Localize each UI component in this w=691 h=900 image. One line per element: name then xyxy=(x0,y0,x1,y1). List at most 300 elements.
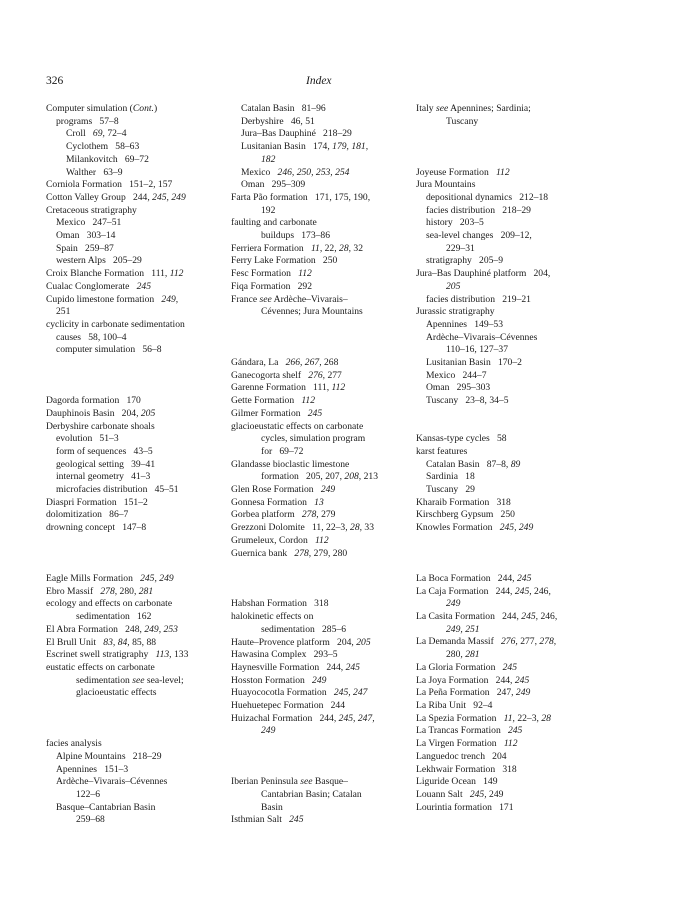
index-entry xyxy=(416,103,614,116)
index-entry xyxy=(46,408,231,421)
entry-text-italic: 281 xyxy=(138,585,154,597)
entry-text: sedimentation 162 xyxy=(76,611,152,623)
entry-text: Haynesville Formation 244, xyxy=(231,661,346,673)
entry-text: Apennines 149–53 xyxy=(426,318,504,330)
index-subentry xyxy=(416,217,614,230)
entry-text: faulting and carbonate xyxy=(231,217,317,229)
index-entry xyxy=(46,738,231,751)
index-entry xyxy=(416,179,614,192)
entry-text-italic: 11, xyxy=(310,242,323,254)
index-entry xyxy=(416,687,614,700)
index-entry xyxy=(416,497,614,510)
entry-text: Glandasse bioclastic limestone xyxy=(231,458,350,470)
index-entry xyxy=(231,776,415,789)
entry-text: Mexico xyxy=(241,166,278,178)
entry-text: Farta Pão formation 171, 175, 190, xyxy=(231,191,371,203)
entry-text: Grumeleux, Cordon xyxy=(231,534,315,546)
entry-text: 22, xyxy=(322,242,340,254)
entry-text: drowning concept 147–8 xyxy=(46,522,147,534)
index-subentry xyxy=(231,128,415,141)
entry-text: Languedoc trench 204 xyxy=(416,750,507,762)
entry-text: computer simulation 56–8 xyxy=(56,344,162,356)
index-entry xyxy=(416,700,614,713)
entry-text-italic: Cont. xyxy=(132,103,154,114)
entry-text: karst features xyxy=(416,445,468,457)
index-entry xyxy=(416,802,614,815)
index-entry xyxy=(231,370,415,383)
index-subentry xyxy=(46,306,231,319)
index-subentry xyxy=(46,802,231,815)
index-entry xyxy=(231,484,415,497)
entry-text-italic: 28, xyxy=(339,242,352,254)
entry-text-italic: see xyxy=(435,103,449,114)
entry-text-italic: 69, xyxy=(92,128,105,140)
index-entry xyxy=(46,586,231,599)
entry-text-italic: 205 xyxy=(140,407,156,419)
entry-text: western Alps 205–29 xyxy=(56,255,142,267)
index-entry xyxy=(46,662,231,675)
entry-text: 33 xyxy=(362,522,375,534)
index-subentry xyxy=(46,217,231,230)
index-entry xyxy=(231,281,415,294)
entry-text: internal geometry 41–3 xyxy=(56,471,151,483)
index-entry xyxy=(416,675,614,688)
index-entry xyxy=(416,433,614,446)
index-subentry xyxy=(46,776,231,789)
entry-text-italic: 112 xyxy=(301,395,316,407)
entry-text-italic: 245, 249 xyxy=(152,191,186,203)
entry-text: France xyxy=(231,293,260,305)
index-subentry xyxy=(46,230,231,243)
entry-text: Gándara, La xyxy=(231,357,286,369)
entry-text: Croll xyxy=(66,128,93,140)
index-subentry xyxy=(46,764,231,777)
entry-text: Jurassic stratigraphy xyxy=(416,306,495,318)
index-subentry xyxy=(231,103,415,116)
entry-text: 277 xyxy=(325,369,342,381)
index-subentry xyxy=(231,141,415,154)
entry-text-italic: 278, xyxy=(539,636,557,648)
entry-text: buildups 173–86 xyxy=(261,230,331,242)
entry-text: 280, xyxy=(117,585,139,597)
entry-text: Milankovitch 69–72 xyxy=(66,153,149,165)
entry-text: Cualac Conglomerate xyxy=(46,280,137,292)
entry-text-italic: 13 xyxy=(314,496,324,508)
index-entry xyxy=(416,636,614,649)
index-subentry xyxy=(46,459,231,472)
entry-text: El Brull Unit xyxy=(46,636,104,648)
entry-text: La Virgen Formation xyxy=(416,738,504,750)
index-entry xyxy=(46,421,231,434)
entry-text: Gette Formation xyxy=(231,395,302,407)
entry-text: La Peña Formation 247, xyxy=(416,687,516,699)
index-entry xyxy=(416,167,614,180)
entry-text: Jura Mountains xyxy=(416,179,476,191)
index-subentry xyxy=(46,433,231,446)
entry-text: 279, 280 xyxy=(311,547,348,559)
entry-text: history 203–5 xyxy=(426,217,484,229)
index-subentry xyxy=(46,751,231,764)
entry-text: La Boca Formation 244, xyxy=(416,572,517,584)
index-entry xyxy=(231,217,415,230)
index-subentry xyxy=(46,814,231,827)
entry-text: sea-level changes 209–12, xyxy=(426,230,532,242)
index-subentry xyxy=(416,484,614,497)
entry-text-italic: 276, xyxy=(308,369,326,381)
entry-text-italic: 112 xyxy=(169,268,184,280)
entry-spacer xyxy=(46,700,231,738)
entry-text: Derbyshire carbonate shoals xyxy=(46,420,155,432)
entry-text: Haute–Provence platform 204, xyxy=(231,636,357,648)
entry-text-italic: 245, 247, xyxy=(338,712,375,724)
index-entry xyxy=(416,789,614,802)
entry-text: microfacies distribution 45–51 xyxy=(56,484,179,496)
index-entry xyxy=(46,179,231,192)
entry-text: depositional dynamics 212–18 xyxy=(426,191,549,203)
index-subentry xyxy=(46,687,231,700)
entry-text: Fiqa Formation 292 xyxy=(231,280,313,292)
entry-text-italic: 83, 84, xyxy=(103,636,130,648)
index-entry xyxy=(231,598,415,611)
index-entry xyxy=(416,446,614,459)
index-entry xyxy=(231,509,415,522)
entry-text-italic: 113, xyxy=(155,649,172,661)
entry-text: 279 xyxy=(318,509,336,521)
entry-text: halokinetic effects on xyxy=(231,611,314,623)
index-entry xyxy=(231,535,415,548)
entry-text: Apennines; Sardinia; xyxy=(448,103,531,114)
entry-text-italic: 249, xyxy=(161,293,179,305)
entry-text: Mexico 244–7 xyxy=(426,369,487,381)
index-subentry xyxy=(46,611,231,624)
entry-text: Lekhwair Formation 318 xyxy=(416,763,517,775)
index-subentry xyxy=(46,154,231,167)
entry-text: cyclicity in carbonate sedimentation xyxy=(46,318,185,330)
index-subentry xyxy=(231,433,415,446)
index-subentry xyxy=(231,154,415,167)
index-column-2 xyxy=(231,103,415,827)
entry-text: Iberian Peninsula xyxy=(231,776,301,788)
entry-text: Kirschberg Gypsum 250 xyxy=(416,509,515,521)
entry-text: Spain 259–87 xyxy=(56,242,114,254)
entry-text-italic: see xyxy=(132,674,145,686)
entry-text-italic: 246, 250, 253, 254 xyxy=(277,166,350,178)
index-entry xyxy=(416,306,614,319)
index-entry xyxy=(416,776,614,789)
entry-text: Italy xyxy=(416,103,436,114)
entry-text: 85, 88 xyxy=(129,636,157,648)
index-entry xyxy=(416,268,614,281)
index-entry xyxy=(231,649,415,662)
entry-text: La Spezia Formation xyxy=(416,712,504,724)
entry-spacer xyxy=(46,535,231,573)
entry-text: 133 xyxy=(171,649,189,661)
entry-text-italic: 245, xyxy=(469,788,487,800)
index-entry xyxy=(231,662,415,675)
entry-text: Dagorda formation 170 xyxy=(46,395,141,407)
entry-text: Tuscany xyxy=(446,115,479,127)
entry-text-italic: 245 xyxy=(289,814,304,826)
index-subentry xyxy=(231,116,415,129)
entry-text: 22–3, xyxy=(514,712,542,724)
entry-text: for 69–72 xyxy=(261,445,304,457)
entry-text: Basque–Cantabrian Basin xyxy=(56,801,156,813)
index-entry xyxy=(231,255,415,268)
entry-text: Cantabrian Basin; Catalan xyxy=(261,788,362,800)
index-column-1 xyxy=(46,103,231,827)
entry-text: sedimentation xyxy=(76,674,133,686)
index-entry xyxy=(416,586,614,599)
entry-text-italic: 278, xyxy=(294,547,312,559)
entry-text: 251 xyxy=(56,306,71,318)
entry-text-italic: 249 xyxy=(320,484,336,496)
entry-text-italic: 245 xyxy=(307,407,323,419)
entry-text-italic: 245 xyxy=(136,280,151,292)
entry-text-italic: 249 xyxy=(312,674,327,686)
entry-text-italic: 112 xyxy=(503,738,518,750)
entry-text: causes 58, 100–4 xyxy=(56,331,127,343)
index-entry xyxy=(416,662,614,675)
entry-text: facies analysis xyxy=(46,738,102,750)
entry-text: Cotton Valley Group 244, xyxy=(46,191,153,203)
index-entry xyxy=(231,357,415,370)
entry-text: Basin xyxy=(261,801,283,813)
entry-text: Alpine Mountains 218–29 xyxy=(56,750,162,762)
index-entry xyxy=(231,522,415,535)
index-subentry xyxy=(231,167,415,180)
entry-text: 259–68 xyxy=(76,814,105,826)
entry-text: Basque– xyxy=(312,776,348,788)
entry-text: Gilmer Formation xyxy=(231,407,308,419)
entry-text-italic: 205 xyxy=(446,280,461,292)
index-entry xyxy=(416,611,614,624)
entry-text-italic: 245, 249 xyxy=(140,572,174,584)
entry-text: 280, xyxy=(446,649,466,661)
entry-text-italic: 245, xyxy=(521,611,539,623)
entry-text-italic: 249 xyxy=(261,725,276,737)
index-entry xyxy=(46,294,231,307)
index-subentry xyxy=(46,243,231,256)
entry-text: Dauphinois Basin 204, xyxy=(46,407,141,419)
index-subentry xyxy=(46,675,231,688)
index-entry xyxy=(416,573,614,586)
index-entry xyxy=(46,522,231,535)
index-entry xyxy=(231,637,415,650)
index-subentry xyxy=(46,344,231,357)
entry-text: El Abra Formation 248, xyxy=(46,623,145,635)
index-subentry xyxy=(416,598,614,611)
entry-text: La Joya Formation 244, xyxy=(416,674,515,686)
entry-text-italic: 245 xyxy=(514,674,530,686)
entry-text: 192 xyxy=(261,204,276,216)
entry-text: geological setting 39–41 xyxy=(56,458,156,470)
entry-text: La Demanda Massif xyxy=(416,636,501,648)
entry-text: 122–6 xyxy=(76,788,100,800)
index-entry xyxy=(231,675,415,688)
entry-text: ecology and effects on carbonate xyxy=(46,598,173,610)
entry-text: Diaspri Formation 151–2 xyxy=(46,496,148,508)
index-subentry xyxy=(231,179,415,192)
entry-text: Ebro Massif xyxy=(46,585,101,597)
index-entry xyxy=(46,637,231,650)
entry-text: Oman 295–303 xyxy=(426,382,491,394)
entry-text: 72–4 xyxy=(104,128,127,140)
entry-text: 246, xyxy=(538,611,558,623)
page-number: 326 xyxy=(46,75,64,87)
index-subentry xyxy=(416,205,614,218)
entry-text: cycles, simulation program xyxy=(261,433,366,445)
entry-text: Garenne Formation 111, xyxy=(231,382,332,394)
entry-text-italic: 245, 249 xyxy=(499,522,534,534)
entry-text: Glen Rose Formation xyxy=(231,484,321,496)
index-entry xyxy=(231,700,415,713)
entry-text: sedimentation 285–6 xyxy=(261,623,346,635)
index-subentry xyxy=(416,255,614,268)
index-subentry xyxy=(46,141,231,154)
index-entry xyxy=(46,281,231,294)
entry-text: La Caja Formation 244, xyxy=(416,585,515,597)
index-subentry xyxy=(231,725,415,738)
entry-text: Fesc Formation xyxy=(231,268,299,280)
entry-text-italic: 112 xyxy=(495,166,510,178)
entry-text-italic: 245 xyxy=(502,661,517,673)
entry-text: Catalan Basin 87–8, xyxy=(426,458,511,470)
index-entry xyxy=(416,509,614,522)
index-subentry xyxy=(231,230,415,243)
index-subentry xyxy=(416,395,614,408)
entry-text: Ardèche–Vivarais–Cévennes xyxy=(426,331,538,343)
entry-text-italic: 278, xyxy=(100,585,118,597)
entry-text: form of sequences 43–5 xyxy=(56,445,153,457)
entry-text: Kansas-type cycles 58 xyxy=(416,433,507,445)
entry-text: Computer simulation ( xyxy=(46,103,133,114)
entry-text: La Casita Formation 244, xyxy=(416,611,522,623)
entry-text: Sardinia 18 xyxy=(426,471,475,483)
entry-text: glacioeustatic effects xyxy=(76,687,157,699)
entry-text: Croix Blanche Formation 111, xyxy=(46,268,170,280)
index-entry xyxy=(416,738,614,751)
entry-text: dolomitization 86–7 xyxy=(46,509,129,521)
entry-text: Cévennes; Jura Mountains xyxy=(261,306,363,318)
entry-text: Apennines 151–3 xyxy=(56,763,129,775)
index-subentry xyxy=(46,332,231,345)
entry-text: La Trancas Formation xyxy=(416,725,508,737)
index-subentry xyxy=(416,624,614,637)
entry-text: Ardèche–Vivarais–Cévennes xyxy=(56,776,168,788)
entry-text-italic: 245 xyxy=(345,661,360,673)
index-entry xyxy=(416,764,614,777)
index-entry xyxy=(46,395,231,408)
entry-text-italic: 112 xyxy=(331,382,346,394)
entry-text: Ferriera Formation xyxy=(231,242,311,254)
entry-text: Isthmian Salt xyxy=(231,814,290,826)
entry-text-italic: 249 xyxy=(446,598,461,610)
index-subentry xyxy=(416,370,614,383)
index-subentry xyxy=(46,128,231,141)
index-subentry xyxy=(231,205,415,218)
entry-text: Cyclothem 58–63 xyxy=(66,141,140,153)
entry-text: ) xyxy=(153,103,158,114)
index-entry xyxy=(231,421,415,434)
entry-text: Mexico 247–51 xyxy=(56,217,122,229)
entry-spacer xyxy=(231,738,415,776)
entry-text-italic: 245, 247 xyxy=(333,687,368,699)
entry-text: Jura–Bas Dauphiné platform 204, xyxy=(416,268,551,280)
entry-text-italic: 245 xyxy=(507,725,523,737)
index-subentry xyxy=(416,294,614,307)
entry-text: Derbyshire 46, 51 xyxy=(241,115,315,127)
entry-text-italic: 245, xyxy=(514,585,532,597)
entry-text-italic: 179, 181, xyxy=(332,141,369,153)
index-subentry xyxy=(46,167,231,180)
entry-text-italic: 266, 267, xyxy=(285,357,322,369)
entry-text: Eagle Mills Formation xyxy=(46,572,141,584)
entry-text-italic: 28, xyxy=(350,522,363,534)
index-entry xyxy=(231,713,415,726)
entry-text: Louann Salt xyxy=(416,788,470,800)
index-entry xyxy=(46,192,231,205)
index-entry xyxy=(231,382,415,395)
index-subentry xyxy=(46,789,231,802)
index-entry xyxy=(231,687,415,700)
index-subentry xyxy=(231,789,415,802)
entry-spacer xyxy=(231,319,415,357)
entry-text: Habshan Formation 318 xyxy=(231,598,329,610)
index-entry xyxy=(416,751,614,764)
entry-text-italic: 28 xyxy=(541,712,551,724)
index-entry xyxy=(231,548,415,561)
entry-text: sea-level; xyxy=(144,674,184,686)
entry-text-italic: 245 xyxy=(516,572,532,584)
index-entry xyxy=(231,268,415,281)
entry-text: glacioeustatic effects on carbonate xyxy=(231,420,364,432)
entry-text: Oman 295–309 xyxy=(241,179,306,191)
entry-text: facies distribution 218–29 xyxy=(426,204,531,216)
entry-text: Cretaceous stratigraphy xyxy=(46,204,137,216)
entry-text-italic: 112 xyxy=(314,534,329,546)
entry-text: Gonnesa Formation xyxy=(231,496,315,508)
entry-text: Ganecogorta shelf xyxy=(231,369,309,381)
index-entry xyxy=(231,611,415,624)
entry-text-italic: see xyxy=(259,293,272,305)
entry-text-italic: 249, 251 xyxy=(446,623,480,635)
index-entry xyxy=(231,408,415,421)
entry-text: Huizachal Formation 244, xyxy=(231,712,339,724)
entry-text: Gorbea platform xyxy=(231,509,302,521)
entry-text: Grezzoni Dolomite 11, 22–3, xyxy=(231,522,351,534)
entry-text-italic: 281 xyxy=(465,649,480,661)
entry-text: La Riba Unit 92–4 xyxy=(416,700,493,711)
entry-text: Ferry Lake Formation 250 xyxy=(231,255,338,267)
entry-text: Knowles Formation xyxy=(416,522,500,534)
entry-spacer xyxy=(416,535,614,573)
index-column-3 xyxy=(416,103,614,814)
index-subentry xyxy=(231,802,415,815)
entry-text: Oman 303–14 xyxy=(56,230,116,242)
entry-text: 32 xyxy=(351,242,364,254)
index-subentry xyxy=(46,255,231,268)
index-entry xyxy=(46,103,231,116)
entry-text: 110–16, 127–37 xyxy=(446,344,509,356)
entry-spacer xyxy=(231,560,415,598)
entry-text: Hosston Formation xyxy=(231,674,313,686)
index-entry xyxy=(416,713,614,726)
index-subentry xyxy=(46,116,231,129)
index-subentry xyxy=(416,649,614,662)
entry-text: Walther 63–9 xyxy=(66,166,123,178)
entry-text: La Gloria Formation xyxy=(416,661,503,673)
entry-text-italic: 276, xyxy=(501,636,518,648)
